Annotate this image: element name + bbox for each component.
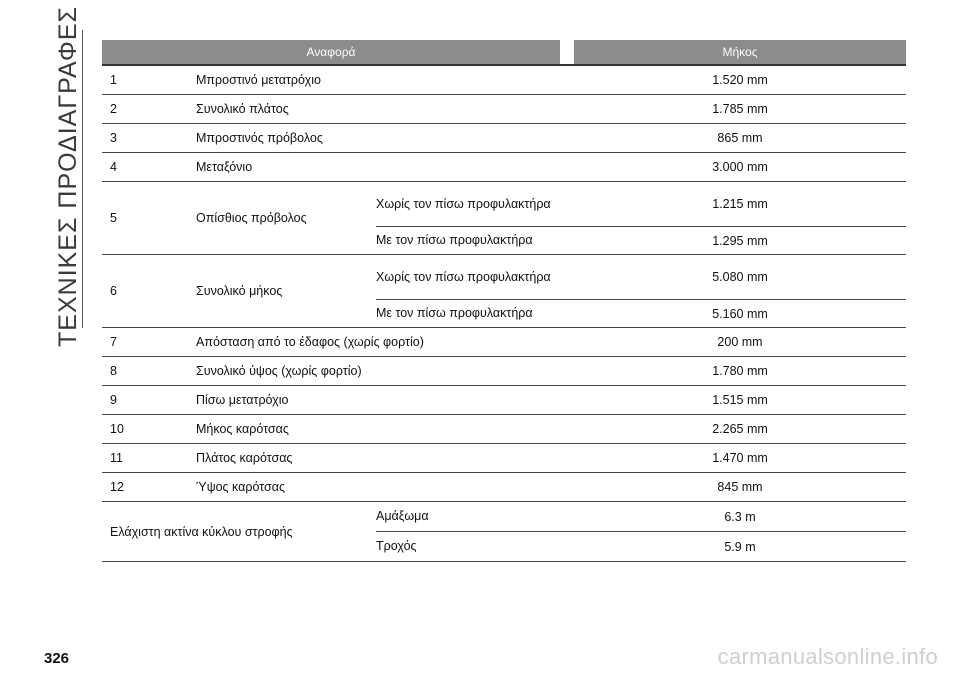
sub-row: [376, 531, 906, 561]
chapter-divider: [82, 30, 83, 328]
row-description: Ύψος καρότσας: [196, 480, 285, 494]
table-row: [102, 95, 906, 124]
row-value: 1.780 mm: [712, 364, 768, 378]
row-number: 10: [110, 422, 124, 436]
row-value: 3.000 mm: [712, 160, 768, 174]
row-description: Συνολικό πλάτος: [196, 102, 289, 116]
sub-row: [376, 299, 906, 327]
row-description: Μπροστινός πρόβολος: [196, 131, 323, 145]
row-description: Πίσω μετατρόχιο: [196, 393, 289, 407]
table-row: [102, 386, 906, 415]
sub-label: Χωρίς τον πίσω προφυλακτήρα: [376, 269, 551, 284]
sub-row: [376, 255, 906, 299]
sub-label: Με τον πίσω προφυλακτήρα: [376, 306, 533, 320]
header-length: Μήκος: [574, 40, 906, 64]
row-number: 12: [110, 480, 124, 494]
chapter-title-text: ΤΕΧΝΙΚΕΣ ΠΡΟΔΙΑΓΡΑΦΕΣ: [53, 5, 82, 347]
row-value: 865 mm: [717, 131, 763, 145]
table-row: [102, 66, 906, 95]
table-header: [102, 40, 906, 64]
sub-label: Αμάξωμα: [376, 509, 429, 523]
table-group-rear-overhang: [102, 182, 906, 255]
sub-value: 1.295 mm: [712, 233, 768, 248]
sub-value: 6.3 m: [724, 509, 756, 524]
row-number: 6: [110, 284, 117, 298]
row-value: 1.785 mm: [712, 102, 768, 116]
row-number: 5: [110, 211, 117, 225]
table-group-turning-circle: [102, 502, 906, 562]
row-description: Πλάτος καρότσας: [196, 451, 293, 465]
row-description: Μήκος καρότσας: [196, 422, 289, 436]
row-number: 9: [110, 393, 117, 407]
sub-row: [376, 502, 906, 531]
sub-label: Χωρίς τον πίσω προφυλακτήρα: [376, 196, 551, 211]
header-reference: Αναφορά: [102, 40, 560, 64]
row-value: 1.520 mm: [712, 73, 768, 87]
row-value: 1.470 mm: [712, 451, 768, 465]
row-number: 7: [110, 335, 117, 349]
sub-value: 5.9 m: [724, 539, 756, 554]
page-number: 326: [44, 650, 70, 667]
row-description: Οπίσθιος πρόβολος: [196, 211, 307, 225]
row-value: 1.515 mm: [712, 393, 768, 407]
row-number: 11: [110, 451, 123, 465]
row-description: Απόσταση από το έδαφος (χωρίς φορτίο): [196, 335, 424, 349]
row-description: Μεταξόνιο: [196, 160, 253, 174]
table-row: [102, 357, 906, 386]
row-number: 2: [110, 102, 117, 116]
table-row: [102, 124, 906, 153]
watermark: carmanualsonline.info: [717, 644, 938, 669]
row-description: Μπροστινό μετατρόχιο: [196, 73, 321, 87]
dimensions-table: [102, 40, 906, 562]
table-row: [102, 444, 906, 473]
row-description: Συνολικό μήκος: [196, 284, 283, 298]
table-group-overall-length: [102, 255, 906, 328]
row-number: 3: [110, 131, 117, 145]
row-number: 1: [110, 73, 117, 87]
sub-value: 5.080 mm: [712, 270, 768, 284]
sub-value: 1.215 mm: [712, 197, 768, 211]
sub-value: 5.160 mm: [712, 306, 768, 321]
row-number: 4: [110, 160, 117, 174]
sub-label: Τροχός: [376, 539, 417, 553]
row-value: 845 mm: [717, 480, 763, 494]
sub-label: Με τον πίσω προφυλακτήρα: [376, 233, 533, 247]
row-number: 8: [110, 364, 117, 378]
row-description: Ελάχιστη ακτίνα κύκλου στροφής: [110, 524, 293, 539]
table-row: [102, 328, 906, 357]
table-row: [102, 153, 906, 182]
sub-row: [376, 226, 906, 254]
table-row: [102, 415, 906, 444]
row-description: Συνολικό ύψος (χωρίς φορτίο): [196, 364, 362, 378]
table-row: [102, 473, 906, 502]
row-value: 200 mm: [717, 335, 763, 349]
sub-row: [376, 182, 906, 226]
row-value: 2.265 mm: [712, 422, 768, 436]
